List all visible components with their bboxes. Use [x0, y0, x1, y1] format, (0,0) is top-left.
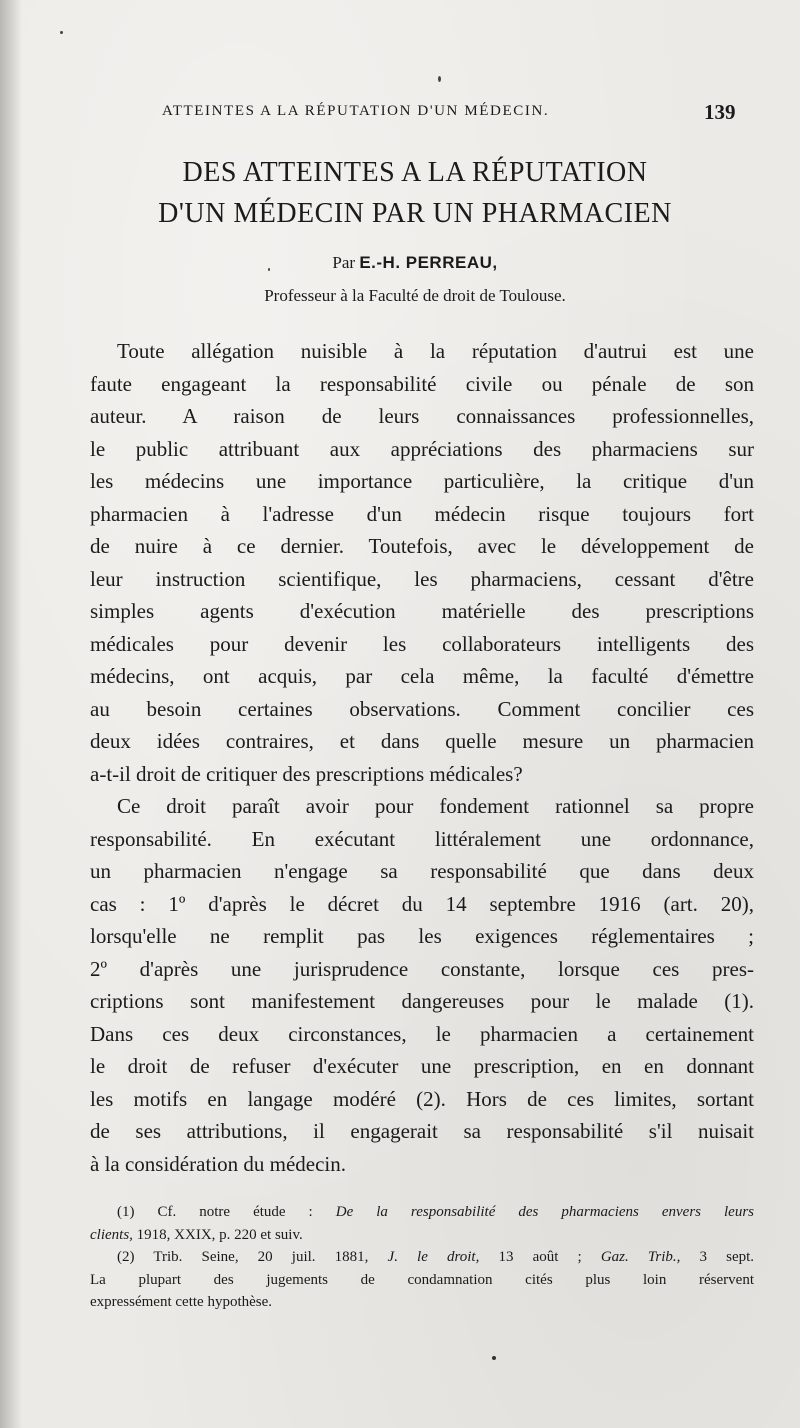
- article-title: [100, 152, 730, 234]
- body-line: responsabilité. En exécutant littéralement une ordonnance,: [90, 826, 754, 851]
- body-line: les motifs en langage modéré (2). Hors de ces limites, sortant: [90, 1086, 754, 1111]
- body-line: cas : 1º d'après le décret du 14 septembre 1916 (art. 20),: [90, 891, 754, 916]
- footnote-2-citation-b: 13 août ;: [498, 1249, 582, 1265]
- body-line: le droit de refuser d'exécuter une prescription, en en donnant: [90, 1054, 754, 1078]
- running-header-title: ATTEINTES A LA RÉPUTATION D'UN MÉDECIN.: [162, 103, 550, 119]
- footnote-1-line-2: [90, 1224, 754, 1247]
- footnote-1-reference: 1918, XXIX, p. 220 et suiv.: [136, 1226, 303, 1243]
- body-line: de ses attributions, il engagerait sa responsabilité s'il nuisait: [90, 1119, 754, 1143]
- page-number: 139: [704, 100, 736, 124]
- body-line: simples agents d'exécution matérielle des prescriptions: [90, 599, 754, 623]
- author-line: [100, 253, 730, 273]
- footnote-1-work-title: De la responsabilité des pharmaciens envers leurs: [335, 1204, 755, 1220]
- footnotes: [90, 1201, 754, 1314]
- article-body: [90, 335, 754, 1180]
- body-line: Ce droit paraît avoir pour fondement rationnel sa propre: [117, 794, 754, 818]
- body-line: médicales pour devenir les collaborateurs intelligents des: [90, 631, 754, 656]
- body-line: auteur. A raison de leurs connaissances professionnelles,: [90, 404, 754, 428]
- author-affiliation: Professeur à la Faculté de droit de Toulouse.: [264, 286, 566, 305]
- body-line: au besoin certaines observations. Comment concilier ces: [90, 696, 754, 721]
- footnote-2-line-1: [90, 1246, 754, 1269]
- body-line: les médecins une importance particulière, la critique d'un: [90, 469, 754, 493]
- body-line: faute engageant la responsabilité civile ou pénale de son: [90, 371, 754, 396]
- print-speck: [60, 31, 63, 34]
- article-title-line-1: DES ATTEINTES A LA RÉPUTATION: [182, 157, 648, 188]
- article-title-line-2: D'UN MÉDECIN PAR UN PHARMACIEN: [158, 198, 672, 229]
- print-speck: [492, 1356, 496, 1360]
- footnote-2-journal-b: Gaz. Trib.,: [600, 1249, 681, 1265]
- body-line: de nuire à ce dernier. Toutefois, avec le développement de: [90, 534, 754, 558]
- footnote-2-journal-a: J. le droit,: [387, 1249, 480, 1265]
- print-speck: [438, 76, 441, 82]
- author-prefix: Par: [332, 253, 356, 272]
- body-line: Dans ces deux circonstances, le pharmacien a certainement: [90, 1021, 754, 1046]
- body-line: leur instruction scientifique, les pharmaciens, cessant d'être: [90, 566, 754, 591]
- page-binding-shadow: [0, 0, 22, 1428]
- body-line: à la considération du médecin.: [90, 1151, 346, 1176]
- footnote-1-work-title-end: clients,: [90, 1226, 133, 1243]
- body-line: le public attribuant aux appréciations des pharmaciens sur: [90, 436, 754, 461]
- print-speck: [268, 268, 270, 271]
- footnote-1-line-1: [90, 1201, 754, 1224]
- body-line: deux idées contraires, et dans quelle mesure un pharmacien: [90, 729, 754, 753]
- body-line: lorsqu'elle ne remplit pas les exigences réglementaires ;: [90, 924, 754, 948]
- body-line: 2º d'après une jurisprudence constante, lorsque ces pres-: [90, 956, 754, 981]
- footnote-2-line-3: expressément cette hypothèse.: [90, 1294, 273, 1310]
- footnote-2-citation-a: (2) Trib. Seine, 20 juil. 1881,: [117, 1249, 369, 1265]
- body-line: Toute allégation nuisible à la réputation d'autrui est une: [117, 339, 754, 363]
- body-line: un pharmacien n'engage sa responsabilité que dans deux: [90, 859, 754, 883]
- footnote-2-citation-c: 3 sept.: [699, 1249, 755, 1265]
- author-name: E.-H. PERREAU,: [359, 253, 498, 272]
- body-line: criptions sont manifestement dangereuses pour le malade (1).: [90, 989, 754, 1013]
- body-line: pharmacien à l'adresse d'un médecin risque toujours fort: [90, 501, 754, 526]
- body-line: médecins, ont acquis, par cela même, la faculté d'émettre: [90, 664, 754, 688]
- footnote-1-marker: (1) Cf. notre étude :: [117, 1204, 313, 1220]
- body-line: a-t-il droit de critiquer des prescriptions médicales?: [90, 761, 523, 786]
- footnote-2-line-2: La plupart des jugements de condamnation cités plus loin réservent: [90, 1271, 754, 1288]
